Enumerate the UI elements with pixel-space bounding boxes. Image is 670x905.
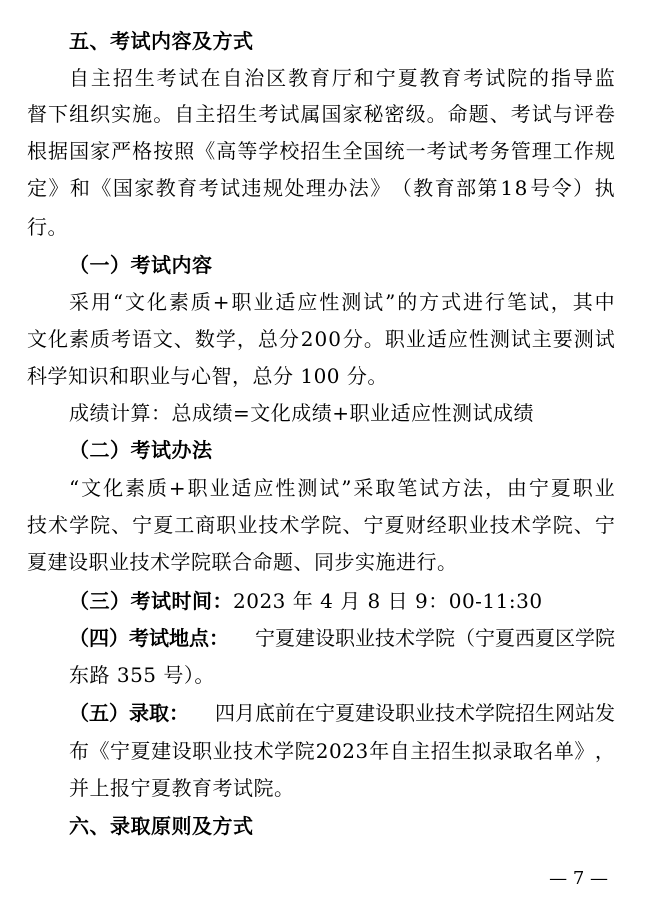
para-line: 采 用 “ 文 化 素 质 + 职 业 适 应 性 测 试 ” 的 方 式 进 行 笔 试 ， 其 中 (69, 290, 615, 314)
admission (69, 699, 615, 727)
exam-location-label: （四）考试地点： (69, 626, 229, 650)
admission-value: 四月底前在宁夏建设职业技术学院招生网站发 (215, 701, 615, 725)
section-heading-5: 五、考试内容及方式 (69, 29, 254, 53)
para-line: 定 》 和 《 国 家 教 育 考 试 违 规 处 理 办 法 》 （ 教 育 部 第 1 8 号 令 ） 执 (27, 176, 615, 200)
exam-location-value: 宁夏建设职业技术学院（宁夏西夏区学院 (255, 626, 615, 650)
exam-time-label: （三）考试时间： (69, 589, 233, 613)
para-line: 行。 (27, 215, 68, 239)
exam-time-value: 2023 年 4 月 8 日 9：00-11:30 (233, 589, 543, 613)
para-line: “ 文 化 素 质 + 职 业 适 应 性 测 试 ” 采 取 笔 试 方 法 ， 由 宁 夏 职 业 (69, 476, 615, 500)
score-formula: 成绩计算：总成绩=文化成绩+职业适应性测试成绩 (69, 401, 535, 425)
section-heading-6: 六、录取原则及方式 (69, 814, 254, 838)
admission-label: （五）录取： (69, 701, 189, 725)
para-line: 文 化 素 质 考 语 文 、 数 学 ， 总 分 2 0 0 分 。 职 业 适 应 性 测 试 主 要 测 试 (27, 327, 615, 351)
exam-location (69, 624, 615, 652)
para-line: 科学知识和职业与心智，总分 100 分。 (27, 364, 388, 388)
para-line: 督 下 组 织 实 施 。 自 主 招 生 考 试 属 国 家 秘 密 级 。 命 题 、 考 试 与 评 卷 (27, 102, 615, 126)
para-line: 技 术 学 院 、 宁 夏 工 商 职 业 技 术 学 院 、 宁 夏 财 经 职 业 技 术 学 院 、 宁 (27, 513, 615, 537)
subsection-heading-2: （二）考试办法 (69, 438, 213, 462)
admission-cont-2: 并上报宁夏教育考试院。 (69, 776, 295, 800)
exam-location-cont: 东路 355 号）。 (69, 663, 215, 687)
para-line: 夏建设职业技术学院联合命题、同步实施进行。 (27, 550, 458, 574)
subsection-heading-1: （一）考试内容 (69, 253, 213, 277)
admission-cont: 布 《 宁 夏 建 设 职 业 技 术 学 院 2 0 2 3 年 自 主 招 生 拟 录 取 名 单 》 ， (69, 739, 615, 763)
para-line: 根 据 国 家 严 格 按 照 《 高 等 学 校 招 生 全 国 统 一 考 试 考 务 管 理 工 作 规 (27, 139, 615, 163)
exam-time (69, 587, 543, 615)
para-line: 自 主 招 生 考 试 在 自 治 区 教 育 厅 和 宁 夏 教 育 考 试 院 的 指 导 监 (69, 66, 615, 90)
page-number: — 7 — (549, 868, 608, 889)
